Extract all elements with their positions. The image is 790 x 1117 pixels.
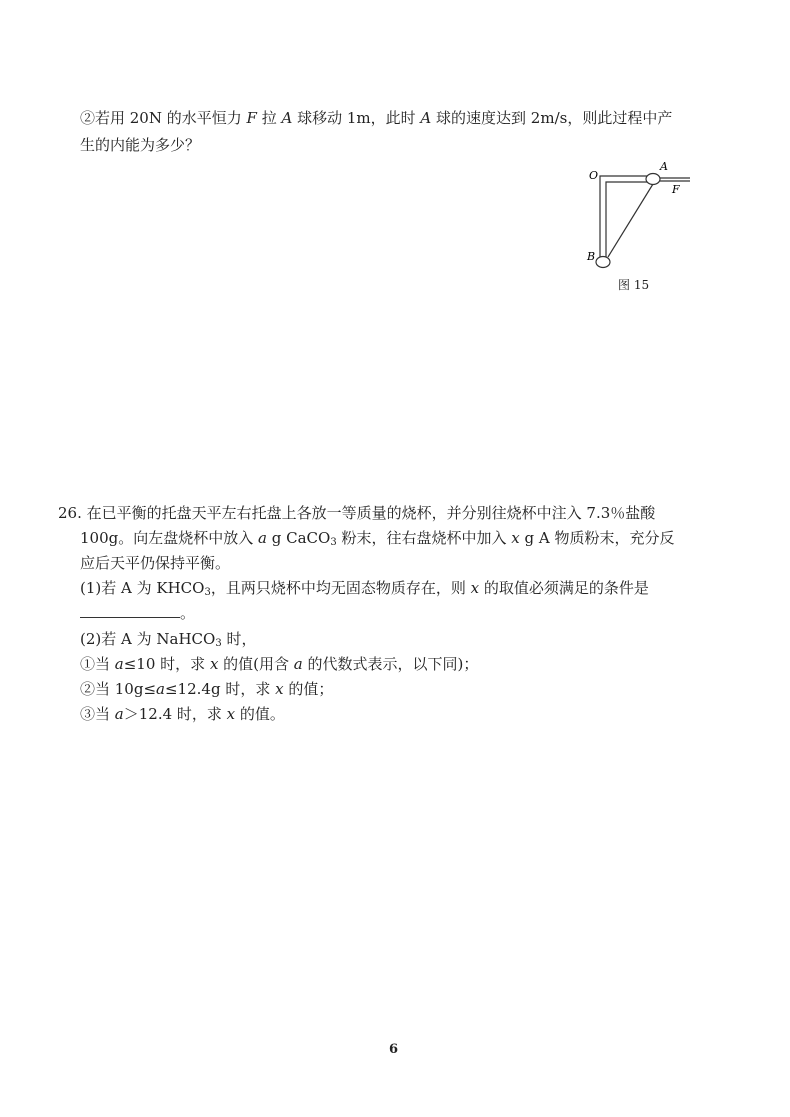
- q26-case2: [80, 678, 333, 700]
- var-x: x: [226, 705, 236, 723]
- subscript: 3: [215, 638, 222, 649]
- text: 球移动 1m，此时: [292, 109, 421, 127]
- var-A: A: [281, 109, 293, 127]
- text: 的值；: [283, 680, 334, 698]
- q25-sub2-line2: 生的内能为多少？: [80, 136, 201, 154]
- subscript: 3: [330, 537, 337, 548]
- label-F: F: [672, 183, 680, 196]
- ball-B: [596, 257, 610, 268]
- label-O: O: [589, 169, 599, 182]
- var-x: x: [470, 579, 480, 597]
- q26-case1: [80, 653, 478, 675]
- text: 的值。: [235, 705, 285, 723]
- text: 100g。向左盘烧杯中放入: [80, 529, 259, 547]
- text: ③当: [80, 705, 115, 723]
- text: 粉末，往右盘烧杯中加入: [336, 529, 512, 547]
- text: ①当: [80, 655, 115, 673]
- text: (1)若 A 为 KHCO: [80, 579, 205, 597]
- text: 拉: [256, 109, 282, 127]
- var-x: x: [275, 680, 284, 698]
- text: ②当 10g≤: [80, 680, 157, 698]
- q26-line2: [80, 527, 674, 549]
- var-x: x: [511, 529, 520, 547]
- text: 的代数式表示，以下同)；: [302, 655, 479, 673]
- var-a: a: [114, 655, 124, 673]
- var-F: F: [246, 109, 257, 127]
- subscript: 3: [204, 587, 211, 598]
- var-a: a: [156, 680, 165, 698]
- text: 。: [180, 604, 196, 622]
- text: ≤10 时，求: [123, 655, 210, 673]
- var-a: a: [258, 529, 267, 547]
- var-A: A: [420, 109, 432, 127]
- text: (2)若 A 为 NaHCO: [80, 630, 216, 648]
- q25-sub2-line1: [80, 107, 672, 129]
- text: 球的速度达到 2m/s，则此过程中产: [431, 109, 673, 127]
- var-a: a: [293, 655, 303, 673]
- text: 的取值必须满足的条件是: [479, 579, 649, 597]
- text: g CaCO: [266, 529, 331, 547]
- frame-outer: [600, 176, 648, 260]
- q26-part1-blank-line: [80, 602, 195, 624]
- q26-part1: [80, 577, 649, 599]
- text: ≤12.4g 时，求: [164, 680, 276, 698]
- text: ②若用 20N 的水平恒力: [80, 109, 247, 127]
- frame-inner: [606, 182, 648, 260]
- rope-line: [608, 184, 653, 257]
- figure-caption: 图 15: [618, 278, 650, 292]
- answer-blank[interactable]: [80, 603, 180, 618]
- text: g A 物质粉末，充分反: [519, 529, 675, 547]
- label-A: A: [660, 160, 668, 173]
- text: ＞12.4 时，求: [123, 705, 227, 723]
- var-x: x: [209, 655, 219, 673]
- q26-part2: [80, 628, 256, 650]
- q26-case3: [80, 703, 285, 725]
- figure-15: [580, 160, 705, 275]
- ball-A: [646, 174, 660, 185]
- text: 的值(用含: [218, 655, 294, 673]
- q26-line1: 26. 在已平衡的托盘天平左右托盘上各放一等质量的烧杯，并分别往烧杯中注入 7.3％盐酸: [58, 504, 656, 522]
- page-number: 6: [389, 1042, 399, 1057]
- label-B: B: [587, 250, 596, 263]
- text: ，且两只烧杯中均无固态物质存在，则: [210, 579, 471, 597]
- var-a: a: [114, 705, 124, 723]
- text: 时，: [221, 630, 257, 648]
- q26-line3: 应后天平仍保持平衡。: [80, 554, 231, 572]
